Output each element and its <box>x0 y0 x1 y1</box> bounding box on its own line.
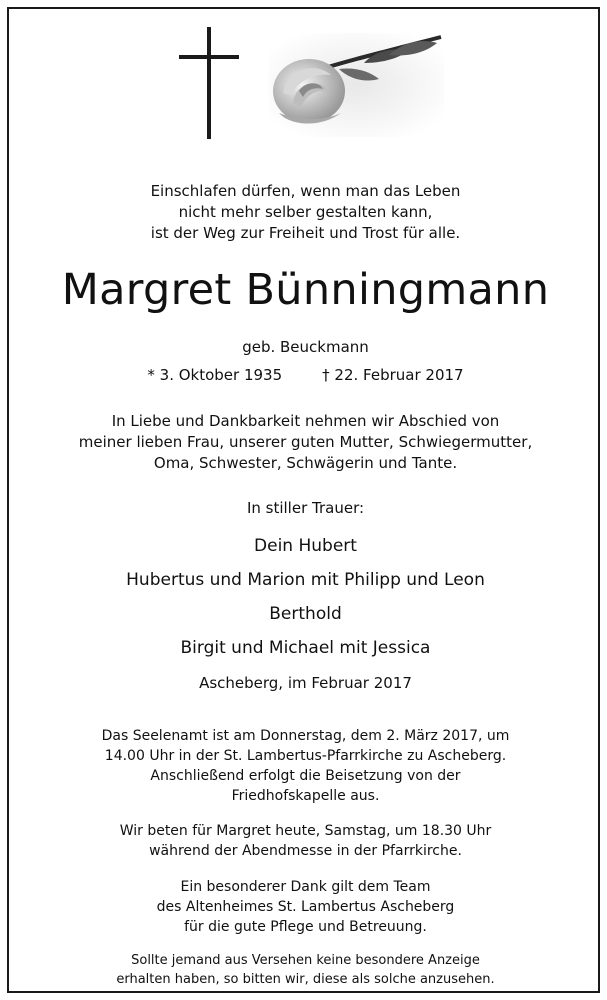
thanks-line: für die gute Pflege und Betreuung. <box>184 919 427 935</box>
rose-image <box>269 33 444 137</box>
cross-icon <box>179 27 239 139</box>
motto <box>9 181 602 244</box>
service-info <box>9 726 602 806</box>
obituary-frame <box>7 7 600 993</box>
maiden-name: geb. Beuckmann <box>242 338 369 356</box>
service-line: Das Seelenamt ist am Donnerstag, dem 2. März 2017, um <box>101 728 510 744</box>
thanks-line: des Altenheimes St. Lambertus Ascheberg <box>156 899 455 915</box>
header-artwork <box>169 27 449 147</box>
farewell-line: Oma, Schwester, Schwägerin und Tante. <box>153 454 458 472</box>
deceased-name: Margret Bünningmann <box>61 265 550 315</box>
family-list <box>9 529 602 665</box>
notice-info <box>9 951 602 989</box>
prayer-line: Wir beten für Margret heute, Samstag, um 18.30 Uhr <box>119 823 492 839</box>
death-date: † 22. Februar 2017 <box>322 366 464 384</box>
notice-line: erhalten haben, so bitten wir, diese als solche anzusehen. <box>116 972 495 987</box>
family-member: Dein Hubert <box>254 536 357 556</box>
motto-line: Einschlafen dürfen, wenn man das Leben <box>150 182 461 200</box>
farewell-line: In Liebe und Dankbarkeit nehmen wir Abschied von <box>111 412 500 430</box>
mourning-label: In stiller Trauer: <box>246 499 365 517</box>
prayer-line: während der Abendmesse in der Pfarrkirche. <box>149 843 462 859</box>
farewell-text <box>9 411 602 474</box>
life-dates <box>9 365 602 385</box>
notice-line: Sollte jemand aus Versehen keine besondere Anzeige <box>131 953 480 968</box>
family-member: Birgit und Michael mit Jessica <box>180 638 431 658</box>
place-date: Ascheberg, im Februar 2017 <box>199 674 412 692</box>
thanks-line: Ein besonderer Dank gilt dem Team <box>180 879 431 895</box>
prayer-info <box>9 821 602 861</box>
farewell-line: meiner lieben Frau, unserer guten Mutter, Schwiegermutter, <box>78 433 533 451</box>
birth-date: * 3. Oktober 1935 <box>147 366 283 384</box>
motto-line: nicht mehr selber gestalten kann, <box>178 203 433 221</box>
service-line: Anschließend erfolgt die Beisetzung von der <box>150 768 461 784</box>
service-line: 14.00 Uhr in der St. Lambertus-Pfarrkirche zu Ascheberg. <box>104 748 507 764</box>
family-member: Berthold <box>269 604 342 624</box>
thanks-info <box>9 877 602 937</box>
motto-line: ist der Weg zur Freiheit und Trost für alle. <box>150 224 461 242</box>
service-line: Friedhofskapelle aus. <box>231 788 380 804</box>
family-member: Hubertus und Marion mit Philipp und Leon <box>126 570 485 590</box>
